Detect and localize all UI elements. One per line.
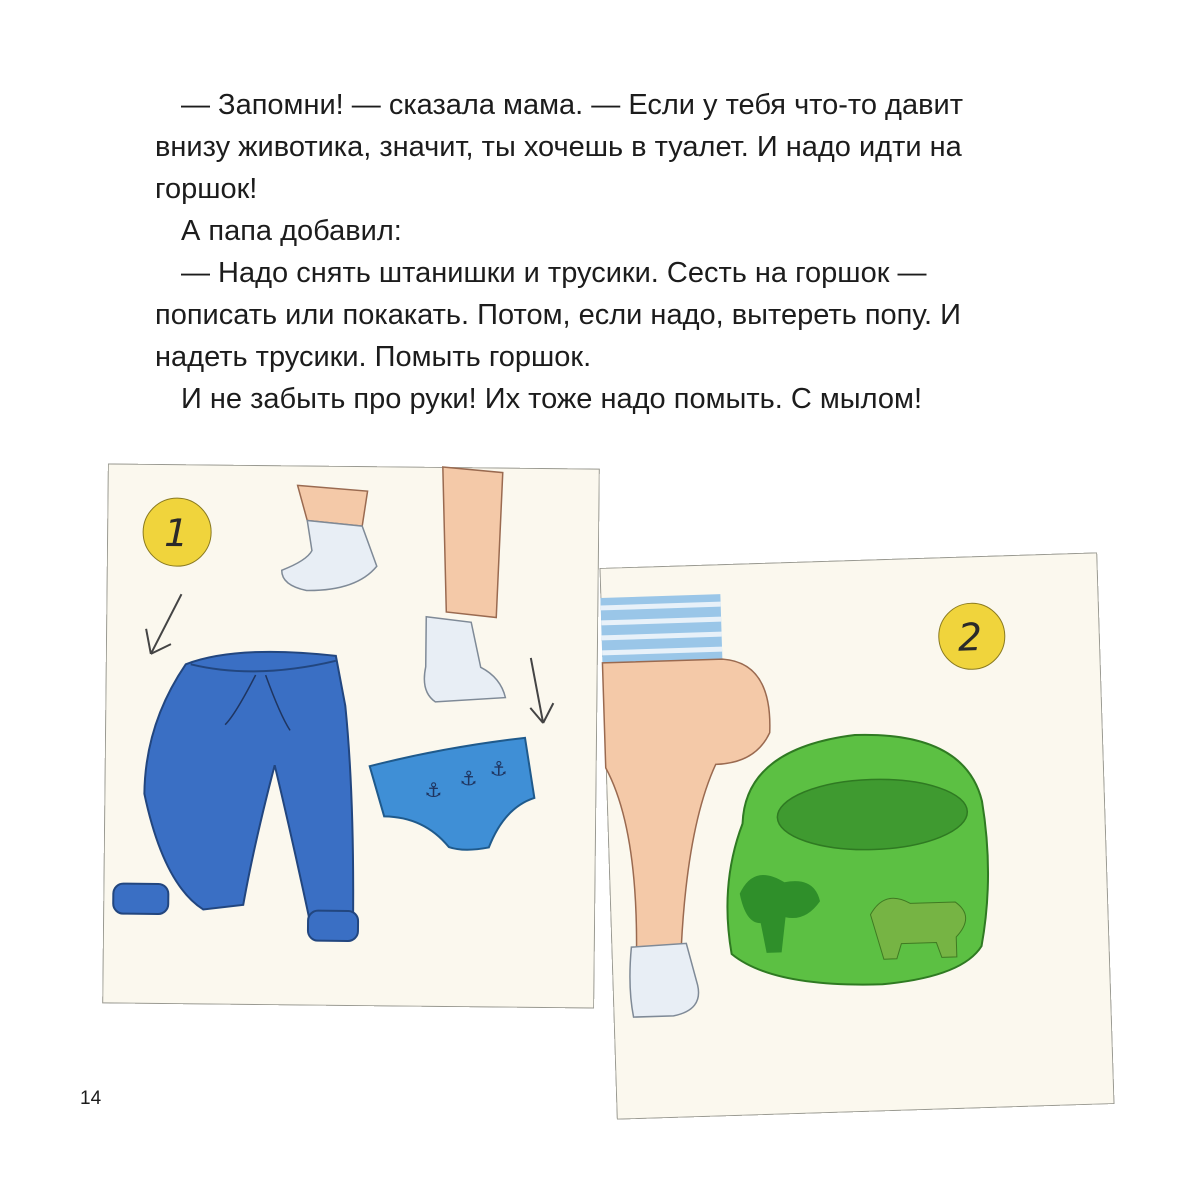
step-badge [143,498,212,567]
anchor-icon: ⚓ [489,758,508,781]
underpants-icon [369,736,535,850]
anchor-icon: ⚓ [459,768,478,791]
pants-icon [113,650,361,941]
green-potty-icon [722,731,992,989]
paragraph-3: — Надо снять штанишки и трусики. Сесть на горшок — пописать или покакать. Потом, если надо, вытереть попу. И надеть трусики. Помыть горшок. [155,257,961,373]
paragraph-4: И не забыть про руки! Их тоже надо помыть. С мылом! [181,383,923,415]
child-shirt-icon [600,594,722,668]
step-1-drawing [102,463,600,1008]
step-2-drawing [599,552,1114,1119]
illustration-step-1 [102,463,600,1008]
paragraph-1: — Запомни! — сказала мама. — Если у тебя что-то давит внизу животика, значит, ты хочешь в туалет. И надо идти на горшок! [155,89,963,205]
paragraph-2: А папа добавил: [181,215,402,247]
step-number: 1 [163,511,189,556]
step-badge [938,602,1006,670]
page-number: 14 [80,1088,102,1109]
arrow-down-icon [530,658,554,723]
arrow-down-icon [146,594,182,654]
step-number: 2 [957,614,983,660]
story-text [155,84,1035,420]
anchor-icon: ⚓ [424,779,443,802]
illustration-step-2 [599,552,1114,1119]
